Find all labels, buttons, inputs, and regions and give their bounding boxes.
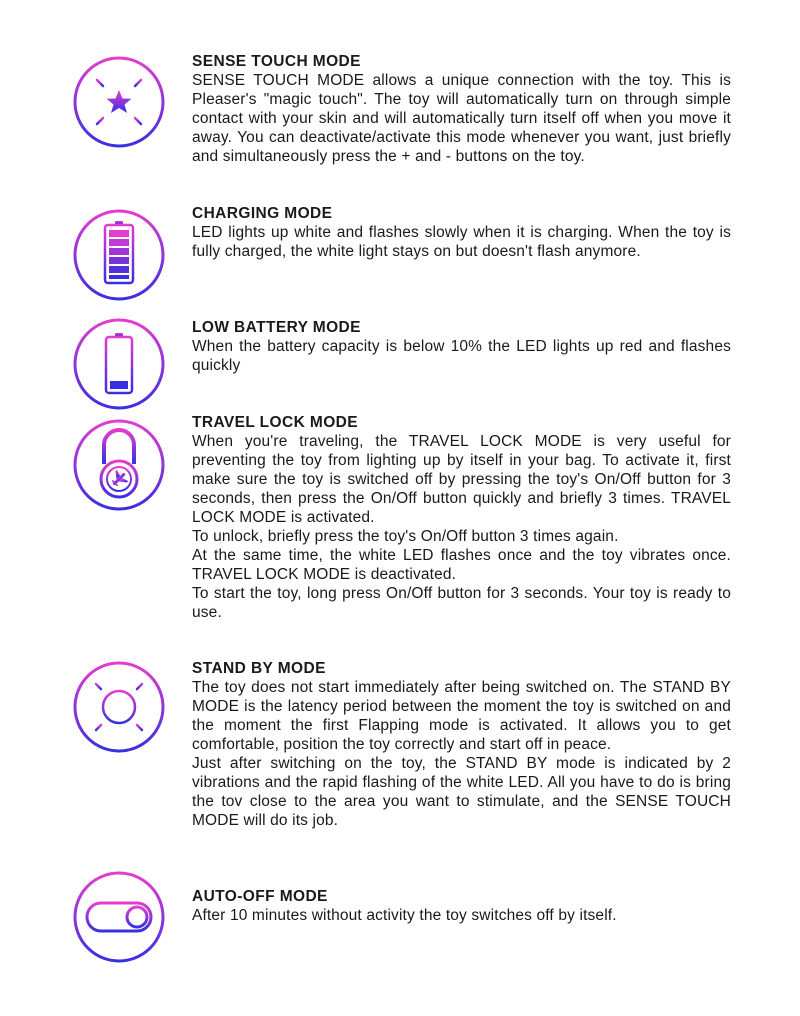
battery-charging-icon <box>72 208 166 302</box>
section-charging <box>192 204 731 261</box>
section-title: STAND BY MODE <box>192 660 326 677</box>
section-stand-by <box>192 659 731 830</box>
paragraph: When you're traveling, the TRAVEL LOCK MODE is very useful for preventing the toy from lighting up by itself in your bag. To activate it, first make sure the toy is switched off by pressing the toy's On/Off button for 3 seconds, then press the On/Off button quickly and briefly 3 times. TRAVEL LOCK MODE is activated. <box>192 433 731 526</box>
paragraph: LED lights up white and flashes slowly when it is charging. When the toy is fully charged, the white light stays on but doesn't flash anymore. <box>192 224 731 260</box>
paragraph: The toy does not start immediately after being switched on. The STAND BY MODE is the latency period between the moment the toy is switched on and the moment the first Flapping mode is activated. It allows you to get comfortable, position the toy correctly and start off in peace. <box>192 679 731 753</box>
paragraph: SENSE TOUCH MODE allows a unique connection with the toy. This is Pleaser's "magic touch". The toy will automatically turn on through simple contact with your skin and will automatically turn itself off when you move it away. You can deactivate/activate this mode whenever you want, just briefly and simultaneously press the + and - buttons on the toy. <box>192 72 731 165</box>
paragraph: At the same time, the white LED flashes once and the toy vibrates once. TRAVEL LOCK MODE is deactivated. <box>192 547 731 583</box>
section-body <box>192 223 731 261</box>
paragraph: After 10 minutes without activity the toy switches off by itself. <box>192 907 617 924</box>
battery-low-icon <box>72 317 166 411</box>
section-travel-lock <box>192 413 731 622</box>
paragraph: To start the toy, long press On/Off button for 3 seconds. Your toy is ready to use. <box>192 585 731 621</box>
paragraph: To unlock, briefly press the toy's On/Off button 3 times again. <box>192 528 619 545</box>
section-title: TRAVEL LOCK MODE <box>192 414 358 431</box>
section-body <box>192 906 731 925</box>
section-body <box>192 71 731 166</box>
toggle-switch-icon <box>72 870 166 964</box>
paragraph: Just after switching on the toy, the STAND BY mode is indicated by 2 vibrations and the rapid flashing of the white LED. All you have to do is bring the tov close to the area you want to stimulate, and the SENSE TOUCH MODE will do its job. <box>192 755 731 829</box>
section-title: CHARGING MODE <box>192 205 333 222</box>
section-title: LOW BATTERY MODE <box>192 319 361 336</box>
section-title: AUTO-OFF MODE <box>192 888 328 905</box>
section-low-battery <box>192 318 731 375</box>
section-body <box>192 678 731 830</box>
section-sense-touch <box>192 52 731 166</box>
section-body <box>192 337 731 375</box>
star-sparkle-icon <box>72 55 166 149</box>
section-auto-off <box>192 887 731 925</box>
standby-sun-icon <box>72 660 166 754</box>
section-body <box>192 432 731 622</box>
section-title: SENSE TOUCH MODE <box>192 53 361 70</box>
travel-lock-icon <box>72 418 166 512</box>
paragraph: When the battery capacity is below 10% the LED lights up red and flashes quickly <box>192 338 731 374</box>
